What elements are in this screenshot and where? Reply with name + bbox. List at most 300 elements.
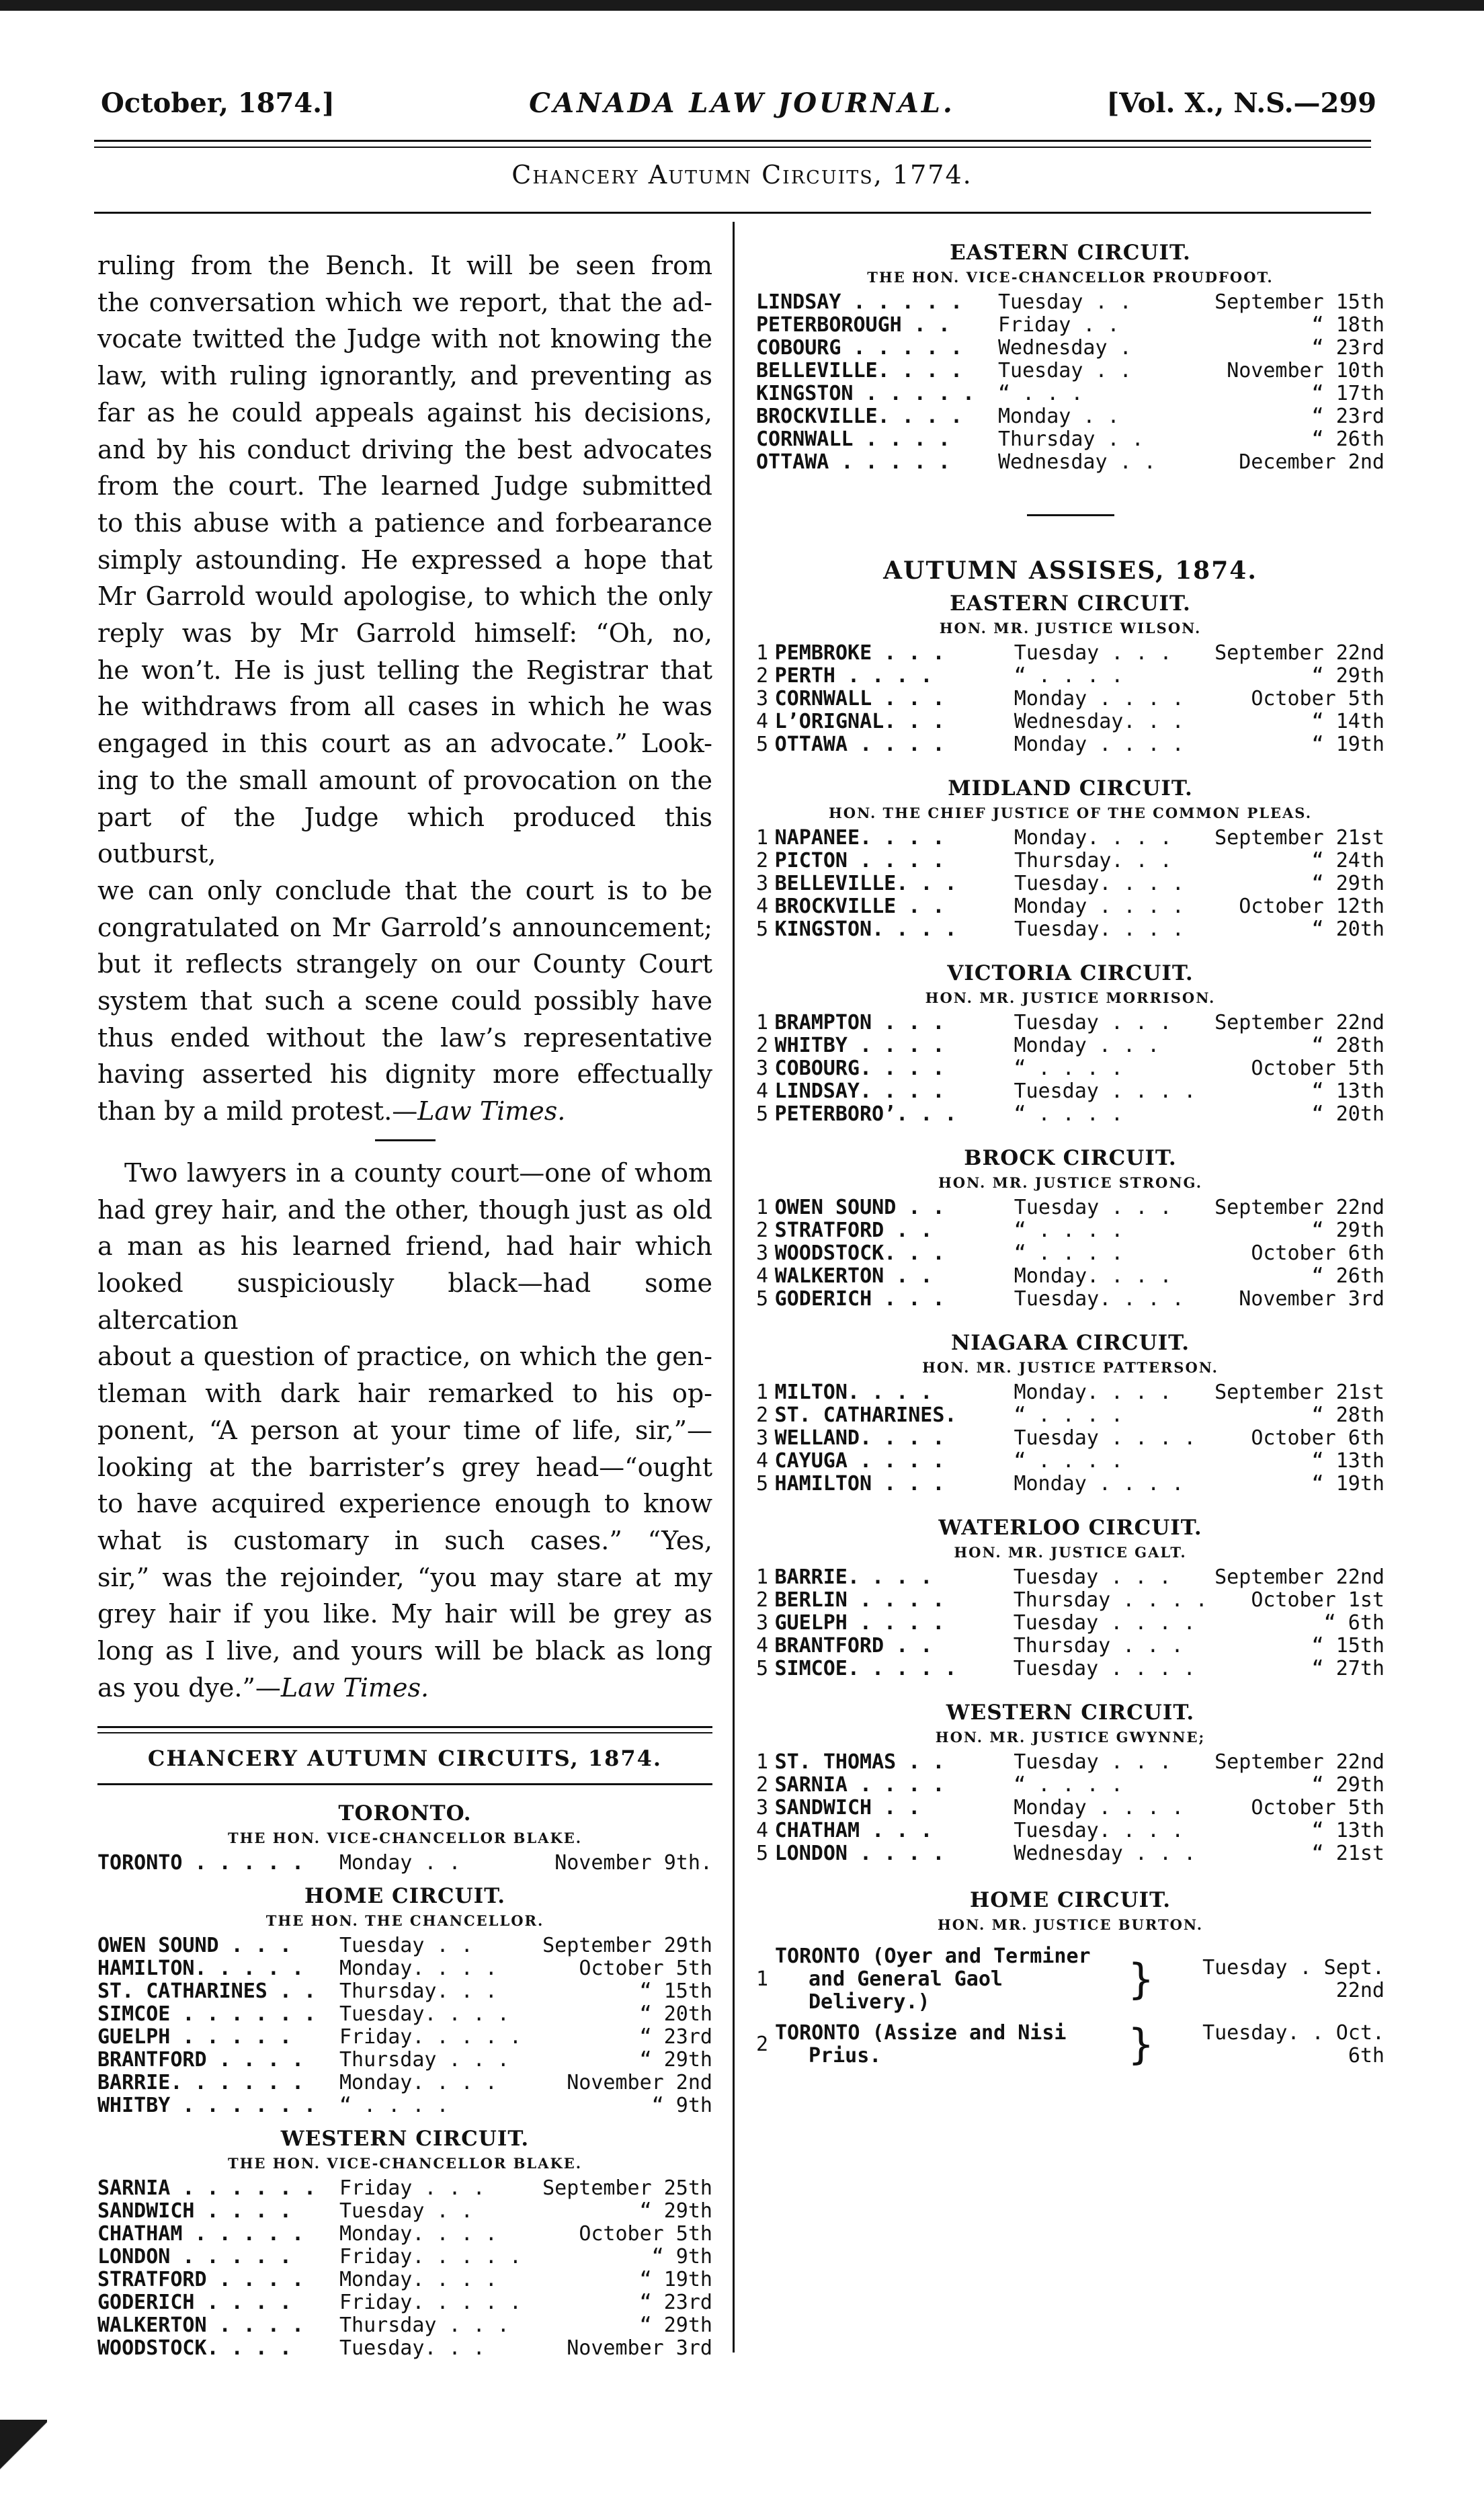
table-row — [97, 2223, 712, 2246]
table-cell: Monday. . . . — [339, 1957, 497, 1981]
table-cell: Monday . . — [339, 1851, 461, 1875]
table-cell: 2 — [756, 1588, 769, 1612]
table-cell: “ . . . . — [1014, 664, 1124, 688]
circuit-name: VICTORIA CIRCUIT. — [947, 961, 1194, 985]
table-cell: 3 — [756, 1796, 769, 1819]
table-row — [97, 2314, 712, 2337]
table-cell: “ 26th — [1311, 427, 1385, 451]
circuit-name: WATERLOO CIRCUIT. — [938, 1516, 1202, 1540]
table-cell: “ . . . . — [1014, 1219, 1124, 1242]
table-row — [97, 2026, 712, 2049]
table-row — [97, 1957, 712, 1980]
table-cell: October 12th — [1239, 895, 1385, 918]
circuit-name: BROCK CIRCUIT. — [964, 1146, 1177, 1170]
table-cell: ST. CATHARINES . . — [97, 1979, 317, 2004]
table-cell: Tuesday. . . . — [339, 2002, 509, 2027]
table-cell: Monday . . . . — [1014, 1472, 1184, 1496]
home-circuit-assise — [756, 1888, 1385, 2068]
text-line: engaged in this court as an advocate.” Look- — [97, 729, 712, 759]
table-cell: Tuesday. . . . — [1014, 1287, 1184, 1311]
table-cell: 3 — [756, 1241, 769, 1265]
table-row — [756, 1450, 1385, 1473]
table-cell: “ 29th — [1311, 872, 1385, 895]
table-cell: 3 — [756, 1057, 769, 1080]
table-row — [97, 2246, 712, 2268]
table-row — [756, 1103, 1385, 1126]
place-line: TORONTO (Oyer and Terminer — [775, 1945, 1091, 1968]
table-cell: 1 — [756, 1011, 769, 1034]
table-cell: 4 — [756, 1079, 769, 1103]
home-row — [756, 1945, 1385, 2014]
text-line: a man as his learned friend, had hair which — [97, 1231, 712, 1262]
article-paragraph-2 — [97, 1155, 712, 1707]
table-cell: PERTH . . . . — [774, 664, 933, 688]
row-place — [775, 2022, 1124, 2068]
table-cell: OWEN SOUND . . — [774, 1196, 945, 1219]
table-cell: “ 20th — [639, 2002, 712, 2027]
table-cell: GUELPH . . . . . — [97, 2025, 292, 2049]
table-cell: 4 — [756, 1449, 769, 1473]
table-row — [756, 918, 1385, 941]
table-cell: GODERICH . . . . — [97, 2291, 292, 2315]
table-cell: 5 — [756, 917, 769, 941]
table-cell: Tuesday . . . — [1014, 1011, 1172, 1034]
text-line: far as he could appeals against his decisions, — [97, 397, 712, 427]
text-line: to have acquired experience enough to know — [97, 1489, 712, 1519]
table-row — [97, 1980, 712, 2003]
circuit-judge: HON. MR. JUSTICE GALT. — [954, 1544, 1187, 1561]
circuit-name: MIDLAND CIRCUIT. — [948, 776, 1193, 801]
circuit-table — [756, 1566, 1385, 1680]
table-cell: “ 9th — [651, 2245, 712, 2269]
table-cell: “ . . . . — [339, 2094, 449, 2118]
table-row — [756, 665, 1385, 688]
table-cell: 3 — [756, 1611, 769, 1635]
text-line: had grey hair, and the other, though just as old — [97, 1194, 712, 1225]
section-dash — [375, 1139, 436, 1141]
table-cell: Monday. . . . — [339, 2222, 497, 2246]
table-row — [97, 1852, 712, 1875]
circuit-name: HOME CIRCUIT. — [304, 1884, 506, 1909]
row-number: 1 — [756, 1967, 769, 1991]
assise-circuit — [756, 1516, 1385, 1680]
table-cell: KINGSTON . . . . . — [756, 382, 975, 405]
table-cell: “ . . . — [998, 382, 1083, 405]
text-line: and by his conduct driving the best advocates — [97, 434, 712, 464]
table-cell: 2 — [756, 1219, 769, 1242]
circuit-judge: THE HON. THE CHANCELLOR. — [265, 1912, 544, 1930]
table-row — [756, 1381, 1385, 1404]
text-line: Mr Garrold would apologise, to which the only — [97, 581, 712, 612]
header-date: October, 1874.] — [101, 87, 335, 119]
table-cell: TORONTO . . . . . — [97, 1851, 304, 1875]
table-cell: Tuesday . . . — [1014, 1196, 1172, 1219]
circuit-table — [97, 1852, 712, 1875]
table-cell: November 9th. — [554, 1851, 712, 1875]
text-line: simply astounding. He expressed a hope that — [97, 544, 712, 575]
table-cell: ST. CATHARINES. — [774, 1403, 957, 1427]
assise-circuit — [756, 591, 1385, 756]
assise-circuit — [756, 776, 1385, 941]
table-row — [97, 2003, 712, 2026]
table-cell: BRANTFORD . . . . — [97, 2048, 304, 2072]
table-cell: WOODSTOCK. . . — [774, 1241, 945, 1265]
table-cell: Friday. . . . . — [339, 2291, 522, 2315]
table-row — [756, 1819, 1385, 1842]
table-cell: Monday . . . . — [1014, 733, 1184, 756]
table-row — [756, 1219, 1385, 1242]
table-cell: SARNIA . . . . . . — [97, 2176, 317, 2201]
table-cell: Wednesday. . . — [1014, 710, 1184, 733]
table-cell: WALKERTON . . — [774, 1264, 933, 1288]
table-row — [756, 642, 1385, 665]
table-cell: Thursday. . . — [339, 1979, 497, 2004]
eastern-chancery-circuit — [756, 241, 1385, 474]
table-cell: September 22nd — [1214, 1011, 1385, 1034]
table-cell: November 3rd — [1239, 1287, 1385, 1311]
table-cell: “ 15th — [1311, 1634, 1385, 1658]
table-row — [756, 733, 1385, 756]
table-cell: 4 — [756, 1819, 769, 1842]
table-cell: “ 29th — [639, 2199, 712, 2223]
table-cell: WALKERTON . . . . — [97, 2314, 304, 2338]
header-rule-2 — [94, 147, 1371, 148]
assise-circuit — [756, 1146, 1385, 1311]
text-line: law, with ruling ignorantly, and preventing as — [97, 361, 712, 391]
table-cell: Thursday . . — [998, 427, 1144, 451]
table-cell: “ 29th — [1311, 1773, 1385, 1797]
table-cell: October 6th — [1251, 1426, 1385, 1450]
table-cell: PETERBORO’. . . — [774, 1102, 957, 1126]
table-cell: Tuesday . . — [998, 359, 1132, 382]
table-cell: CAYUGA . . . . — [774, 1449, 945, 1473]
text-line: but it reflects strangely on our County Court — [97, 949, 712, 979]
table-row — [97, 2200, 712, 2223]
table-cell: COBOURG. . . . — [774, 1057, 945, 1080]
text-line: thus ended without the law’s representative — [97, 1022, 712, 1053]
table-cell: NAPANEE. . . . — [774, 826, 945, 850]
source-citation: Law Times. — [417, 1096, 566, 1127]
page-subtitle: Chancery Autumn Circuits, 1774. — [511, 160, 973, 190]
left-column — [97, 247, 712, 2360]
table-row — [756, 428, 1385, 451]
table-cell: Tuesday . . . — [1014, 641, 1172, 665]
circuit-table — [756, 291, 1385, 474]
table-cell: October 5th — [1251, 1057, 1385, 1080]
circuit-name: HOME CIRCUIT. — [969, 1888, 1171, 1912]
table-cell: Monday . . . . — [1014, 895, 1184, 918]
text-line: long as I live, and yours will be black as long — [97, 1636, 712, 1666]
table-cell: “ 28th — [1311, 1403, 1385, 1427]
table-cell: September 22nd — [1214, 1196, 1385, 1219]
table-row — [756, 827, 1385, 850]
chancery-circuit — [97, 2127, 712, 2360]
table-cell: “ 23rd — [1311, 336, 1385, 360]
chancery-circuits — [97, 1801, 712, 2360]
circuit-name: EASTERN CIRCUIT. — [950, 591, 1191, 616]
text-line: ing to the small amount of provocation on the — [97, 765, 712, 795]
table-row — [756, 291, 1385, 314]
table-cell: MILTON. . . . — [774, 1381, 933, 1404]
text-line: congratulated on Mr Garrold’s announcement; — [97, 912, 712, 942]
table-cell: October 5th — [579, 1957, 712, 1981]
table-cell: HAMILTON. . . . . — [97, 1957, 304, 1981]
table-row — [756, 1612, 1385, 1635]
table-cell: Tuesday. . . . — [1014, 917, 1184, 941]
table-cell: Thursday . . . — [1013, 1634, 1184, 1658]
scan-edge-corner — [0, 2420, 47, 2495]
table-cell: BERLIN . . . . — [774, 1588, 945, 1612]
table-row — [756, 1080, 1385, 1103]
table-cell: November 3rd — [567, 2336, 712, 2361]
column-separator — [733, 222, 735, 2353]
table-cell: GUELPH . . . . — [774, 1611, 945, 1635]
table-cell: Friday. . . . . — [339, 2245, 522, 2269]
table-cell: “ . . . . — [1014, 1057, 1123, 1080]
text-line: grey hair if you like. My hair will be grey as — [97, 1599, 712, 1629]
table-row — [756, 688, 1385, 710]
circuit-judge: THE HON. VICE-CHANCELLOR BLAKE. — [227, 1830, 583, 1847]
table-cell: “ 29th — [639, 2048, 712, 2072]
article-paragraph-1 — [97, 247, 712, 1130]
table-cell: Tuesday . . . . — [1014, 1079, 1196, 1103]
table-cell: 2 — [756, 1773, 769, 1797]
chancery-circuit — [97, 1884, 712, 2117]
circuit-judge: HON. MR. JUSTICE WILSON. — [939, 620, 1202, 637]
table-cell: “ 27th — [1311, 1657, 1385, 1680]
table-cell: 5 — [756, 1287, 769, 1311]
table-row — [756, 1057, 1385, 1080]
brace-glyph: } — [1128, 1955, 1154, 2004]
text-line: part of the Judge which produced this outburst, — [97, 802, 712, 869]
table-row — [756, 1566, 1385, 1589]
table-cell: Thursday . . . . — [1013, 1588, 1208, 1612]
table-cell: PEMBROKE . . . — [774, 641, 945, 665]
table-cell: September 21st — [1214, 826, 1385, 850]
table-cell: 2 — [756, 1403, 769, 1427]
table-row — [756, 1589, 1385, 1612]
table-cell: Tuesday . . . . — [1014, 1426, 1196, 1450]
row-number: 2 — [756, 2033, 769, 2056]
circuit-judge: HON. MR. JUSTICE MORRISON. — [925, 989, 1216, 1006]
table-cell: SANDWICH . . . . — [97, 2199, 292, 2223]
table-row — [756, 1473, 1385, 1496]
double-rule — [97, 1726, 712, 1733]
table-cell: 5 — [756, 1102, 769, 1126]
table-cell: “ 29th — [1311, 664, 1385, 688]
section-dash — [1027, 514, 1114, 516]
assises-circuits — [756, 591, 1385, 1865]
table-cell: “ . . . . — [1014, 1102, 1123, 1126]
table-cell: 2 — [756, 664, 769, 688]
table-cell: “ 19th — [1311, 733, 1385, 756]
table-cell: Friday. . . . . — [339, 2025, 522, 2049]
table-row — [756, 872, 1385, 895]
circuit-table — [756, 827, 1385, 941]
circuit-table — [756, 1381, 1385, 1496]
subtitle-rule — [94, 212, 1371, 214]
table-cell: 5 — [756, 1842, 769, 1865]
table-row — [97, 2094, 712, 2117]
table-cell: “ 23rd — [1311, 405, 1385, 428]
scan-edge-top — [0, 0, 1484, 11]
table-cell: SIMCOE. . . . . — [774, 1657, 957, 1680]
table-cell: 2 — [756, 849, 769, 872]
table-cell: Friday . . — [998, 313, 1120, 337]
table-cell: 3 — [756, 872, 769, 895]
circuit-name: EASTERN CIRCUIT. — [950, 241, 1191, 265]
text-line: tleman with dark hair remarked to his op- — [97, 1379, 712, 1409]
table-cell: “ 19th — [1311, 1472, 1385, 1496]
text-line: we can only conclude that the court is to be — [97, 875, 712, 905]
row-date: Tuesday. . Oct. 6th — [1202, 2021, 1385, 2068]
table-cell: BROCKVILLE . . — [774, 895, 945, 918]
table-cell: 5 — [756, 1657, 769, 1680]
table-cell: HAMILTON . . . — [774, 1472, 945, 1496]
table-cell: October 1st — [1251, 1588, 1385, 1612]
table-cell: BRAMPTON . . . — [774, 1011, 945, 1034]
header-volume: [Vol. X., N.S.—299 — [1106, 87, 1376, 119]
table-cell: “ 19th — [639, 2268, 712, 2292]
table-cell: September 22nd — [1214, 1750, 1385, 1774]
table-row — [756, 1404, 1385, 1427]
table-cell: GODERICH . . . — [774, 1287, 945, 1311]
table-cell: BARRIE. . . . . . — [97, 2071, 304, 2095]
text-line: about a question of practice, on which the gen- — [97, 1342, 712, 1372]
table-cell: “ 20th — [1311, 1102, 1385, 1126]
table-cell: “ 15th — [639, 1979, 712, 2004]
table-cell: October 5th — [1251, 687, 1385, 710]
table-cell: September 15th — [1214, 290, 1385, 314]
table-cell: Tuesday. . . — [339, 2336, 485, 2361]
table-row — [756, 1196, 1385, 1219]
table-cell: “ 13th — [1311, 1079, 1385, 1103]
table-cell: November 10th — [1227, 359, 1385, 382]
table-row — [97, 2268, 712, 2291]
table-cell: Wednesday . . . — [1014, 1842, 1196, 1865]
circuit-judge: THE HON. VICE-CHANCELLOR BLAKE. — [227, 2155, 583, 2172]
table-cell: November 2nd — [567, 2071, 712, 2095]
table-cell: October 6th — [1251, 1241, 1385, 1265]
table-cell: 4 — [756, 1634, 769, 1658]
circuit-table — [756, 1196, 1385, 1311]
header-rule-1 — [94, 140, 1371, 142]
table-cell: Tuesday . . — [339, 1934, 473, 1958]
table-cell: 1 — [756, 641, 769, 665]
table-cell: OWEN SOUND . . . — [97, 1934, 292, 1958]
table-cell: 4 — [756, 1264, 769, 1288]
home-row — [756, 2022, 1385, 2068]
place-line: and General Gaol Delivery.) — [809, 1967, 1003, 2014]
table-cell: Tuesday. . . . — [1014, 1819, 1184, 1842]
table-cell: Monday. . . . — [339, 2071, 497, 2095]
table-cell: WOODSTOCK. . . . — [97, 2336, 292, 2361]
table-cell: OTTAWA . . . . — [774, 733, 945, 756]
assise-circuit — [756, 1701, 1385, 1865]
table-cell: BARRIE. . . . — [774, 1565, 933, 1589]
table-cell: “ 21st — [1311, 1842, 1385, 1865]
circuit-name: TORONTO. — [338, 1801, 472, 1826]
table-cell: Monday. . . . — [339, 2268, 497, 2292]
header-journal-title: CANADA LAW JOURNAL. — [529, 87, 955, 119]
table-cell: “ 13th — [1311, 1449, 1385, 1473]
text-line: ruling from the Bench. It will be seen from — [97, 251, 712, 280]
table-cell: September 25th — [542, 2176, 712, 2201]
table-cell: September 22nd — [1214, 641, 1385, 665]
table-cell: 5 — [756, 1472, 769, 1496]
table-row — [756, 1242, 1385, 1265]
table-cell: September 21st — [1214, 1381, 1385, 1404]
brace-glyph: } — [1128, 2020, 1154, 2069]
table-cell: WHITBY . . . . — [774, 1034, 945, 1057]
table-cell: September 29th — [542, 1934, 712, 1958]
table-row — [756, 451, 1385, 474]
table-cell: Tuesday. . . . — [1014, 872, 1184, 895]
table-cell: “ 23rd — [639, 2291, 712, 2315]
table-row — [756, 1012, 1385, 1034]
text-line: from the court. The learned Judge submitted — [97, 471, 712, 501]
table-cell: LINDSAY . . . . . — [756, 290, 963, 314]
table-cell: 1 — [756, 1565, 769, 1589]
circuit-judge: HON. THE CHIEF JUSTICE OF THE COMMON PLEAS. — [828, 805, 1313, 821]
text-line: Two lawyers in a county court—one of whom — [124, 1157, 712, 1188]
table-cell: CORNWALL . . . . — [756, 427, 950, 451]
table-cell: 1 — [756, 1381, 769, 1404]
table-cell: 1 — [756, 826, 769, 850]
table-cell: 4 — [756, 895, 769, 918]
table-cell: PICTON . . . . — [774, 849, 945, 872]
table-row — [756, 382, 1385, 405]
text-line: the conversation which we report, that the ad- — [97, 287, 712, 317]
table-cell: LONDON . . . . — [774, 1842, 945, 1865]
circuit-table — [97, 2177, 712, 2360]
table-cell: Monday . . . — [1014, 1034, 1160, 1057]
assise-circuit — [756, 961, 1385, 1126]
table-row — [97, 1934, 712, 1957]
table-cell: Thursday . . . — [339, 2314, 509, 2338]
table-cell: “ . . . . — [1014, 1773, 1123, 1797]
assises-title: AUTUMN ASSISES, 1874. — [883, 557, 1258, 585]
table-cell: LONDON . . . . . — [97, 2245, 292, 2269]
table-cell: BELLEVILLE. . . . — [756, 359, 963, 382]
table-cell: STRATFORD . . — [774, 1219, 933, 1242]
text-line: as you dye.”—Law Times. — [97, 1672, 429, 1703]
table-cell: October 5th — [1251, 1796, 1385, 1819]
table-row — [97, 2177, 712, 2200]
table-cell: “ 17th — [1311, 382, 1385, 405]
table-cell: September 22nd — [1214, 1565, 1385, 1589]
circuit-table — [756, 1012, 1385, 1126]
chancery-title: CHANCERY AUTUMN CIRCUITS, 1874. — [147, 1746, 663, 1772]
table-cell: 3 — [756, 687, 769, 710]
table-cell: October 5th — [579, 2222, 712, 2246]
assise-circuit — [756, 1331, 1385, 1496]
circuit-judge: THE HON. VICE-CHANCELLOR PROUDFOOT. — [867, 269, 1274, 286]
table-cell: Friday . . . — [339, 2176, 485, 2201]
table-cell: Thursday . . . — [339, 2048, 509, 2072]
table-cell: SIMCOE . . . . . . — [97, 2002, 317, 2027]
circuit-name: NIAGARA CIRCUIT. — [950, 1331, 1190, 1355]
table-cell: Monday . . . . — [1014, 687, 1184, 710]
row-place — [775, 1945, 1124, 2014]
table-cell: Wednesday . — [998, 336, 1132, 360]
circuit-name: WESTERN CIRCUIT. — [946, 1701, 1195, 1725]
table-cell: CHATHAM . . . . . — [97, 2222, 304, 2246]
table-row — [756, 1751, 1385, 1774]
table-row — [756, 1842, 1385, 1865]
table-row — [756, 1774, 1385, 1797]
table-row — [756, 895, 1385, 918]
